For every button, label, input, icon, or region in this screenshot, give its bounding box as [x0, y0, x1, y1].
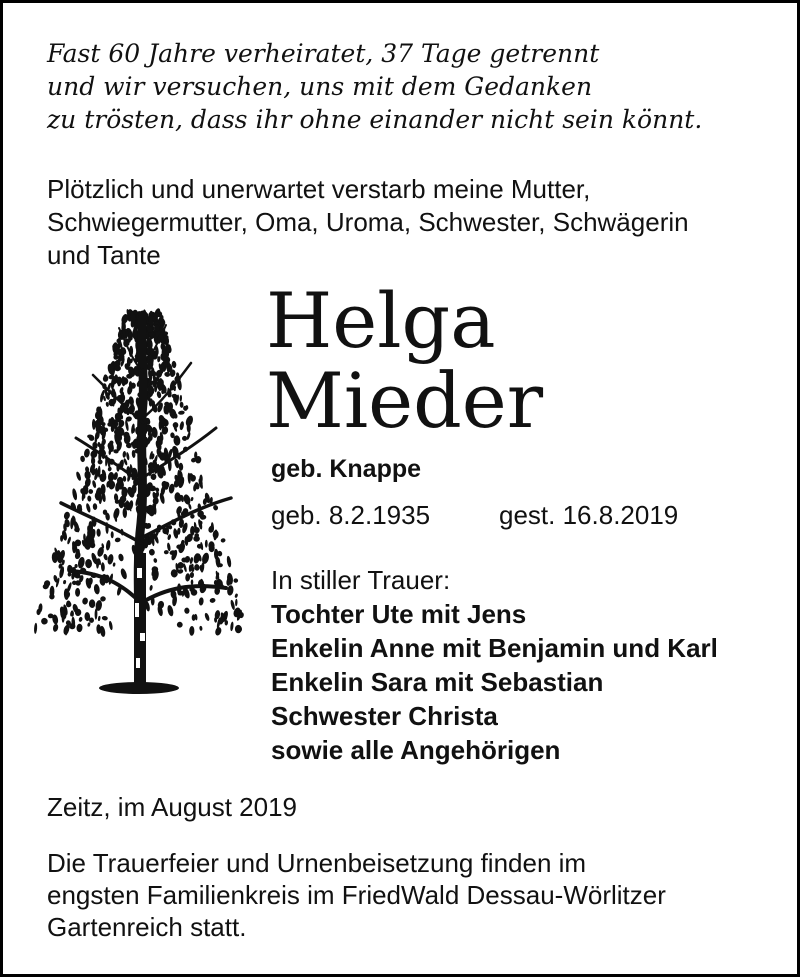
mourner: Enkelin Sara mit Sebastian	[271, 667, 604, 697]
mourner: Schwester Christa	[271, 701, 498, 731]
motto-line: Fast 60 Jahre verheiratet, 37 Tage getrennt	[47, 39, 600, 68]
place-date: Zeitz, im August 2019	[47, 792, 298, 822]
first-name: Helga	[266, 276, 496, 365]
mourner: Enkelin Anne mit Benjamin und Karl	[271, 633, 718, 663]
mourning-lead: In stiller Trauer:	[271, 565, 451, 595]
notice-line: Gartenreich statt.	[47, 912, 247, 942]
deceased-name	[266, 276, 544, 445]
motto-line: und wir versuchen, uns mit dem Gedanken	[47, 72, 593, 101]
death-date: gest. 16.8.2019	[499, 500, 679, 530]
mourners-list	[271, 563, 791, 767]
mourner: Tochter Ute mit Jens	[271, 599, 527, 629]
birch-tree-icon	[31, 303, 253, 711]
intro-line: und Tante	[47, 240, 161, 270]
funeral-notice	[47, 847, 787, 943]
motto-verse	[47, 37, 787, 136]
intro-text	[47, 173, 777, 272]
motto-line: zu trösten, dass ihr ohne einander nicht sein könnt.	[47, 105, 703, 134]
notice-line: engsten Familienkreis im FriedWald Dessau-Wörlitzer	[47, 880, 666, 910]
mourner: sowie alle Angehörigen	[271, 735, 561, 765]
intro-line: Schwiegermutter, Oma, Uroma, Schwester, Schwägerin	[47, 207, 689, 237]
last-name: Mieder	[266, 356, 544, 445]
intro-line: Plötzlich und unerwartet verstarb meine Mutter,	[47, 174, 591, 204]
notice-line: Die Trauerfeier und Urnenbeisetzung finden im	[47, 848, 587, 878]
birth-name: geb. Knappe	[271, 455, 422, 483]
birth-date: geb. 8.2.1935	[271, 500, 431, 530]
